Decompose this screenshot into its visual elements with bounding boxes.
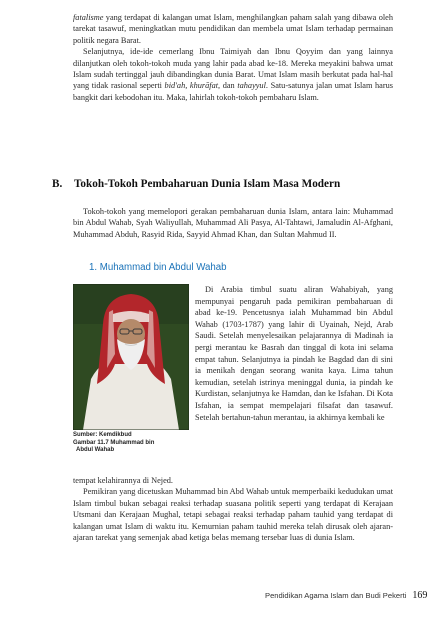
section-heading <box>52 178 412 190</box>
portrait-photo <box>73 284 189 430</box>
italic-term: bid'ah, khurāfat <box>164 81 219 91</box>
italic-term: fatalisme <box>73 13 104 22</box>
intro-paragraph-2: Selanjutnya, ide-ide cemerlang Ibnu Taimiyah dan Ibnu Qoyyim dan yang lainnya dilanjutkan oleh tokoh-tokoh muda yang lahir pada abad ke-18. Mereka meyakini bahwa umat Islam sudah tertinggal jauh dibandingkan dunia Barat. Umat Islam masih berkutat pada hal-hal yang tidak rasional seperti bid'ah, khurāfat, dan tahayyul. Satu-satunya jalan umat Islam harus bangkit dari kebodohan itu. Maka, lahirlah tokoh-tokoh pembaharu Islam. <box>73 47 394 102</box>
section-title: Tokoh-Tokoh Pembaharuan Dunia Islam Masa Modern <box>74 178 341 190</box>
intro-section <box>73 12 393 103</box>
tokoh-paragraph: Tokoh-tokoh yang memelopori gerakan pembaharuan dunia Islam, antara lain: Muhammad bin Abdul Wahab, Syah Waliyullah, Muhammad Ali Pasya, Al-Tahtawi, Jamaludin Al-Afghani, Muhammad Abduh, Rasyid Rida, Sayyid Ahmad Khan, dan Sultan Mahmud II. <box>73 207 393 239</box>
wahab-paragraph: Di Arabia timbul suatu aliran Wahabiyah, yang mempunyai pengaruh pada pemikiran pembaharuan di abad ke-19. Pencetusnya ialah Muhammad bin Abdul Wahab (1703-1787) yang lahir di Uyainah, Nejd, Arab Saudi. Setelah menyelesaikan pelajarannya di Madinah ia pergi merantau ke Basrah dan tinggal di kota ini selama empat tahun. Selanjutnya ia pindah ke Bagdad dan di sini ia menikah dengan seorang wanita kaya. Lima tahun kemudian, setelah istrinya meninggal dunia, ia pindah ke Kurdistan, selanjutnya ke Hamdan, dan ke Isfahan. Di Kota Isfahan, ia sempat mempelajari filsafat dan tasawuf. Setelah bertahun-tahun merantau, ia akhirnya kembali ke <box>195 285 393 422</box>
subsection-heading <box>89 262 227 273</box>
pemikiran-paragraph: Pemikiran yang dicetuskan Muhammad bin Abd Wahab untuk memperbaiki kedudukan umat Islam timbul bukan sebagai reaksi terhadap suasana politik seperti yang terdapat di Kerajaan Utsmani dan Kerajaan Mughal, tetapi sebagai reaksi terhadap paham tauhid yang terdapat di kalangan umat Islam di waktu itu. Kemurnian paham tauhid mereka telah dirusak oleh ajaran-ajaran tarekat yang semenjak abad ketiga belas memang tersebar luas di dunia Islam. <box>73 487 393 543</box>
page-number: 169 <box>412 590 428 601</box>
italic-term: tahayyul <box>237 81 266 91</box>
caption-source: Sumber: Kemdikbud <box>73 432 132 438</box>
section-letter: B. <box>52 178 63 190</box>
side-column <box>195 284 393 423</box>
caption-figure-number: Gambar 11.7 Muhammad bin <box>73 439 155 446</box>
intro-paragraph-1: fatalisme yang terdapat di kalangan umat Islam, menghilangkan paham salah yang dibawa oleh tarekat tasawuf, meningkatkan mutu pendidikan dan membela umat Islam terhadap permainan politik negara Barat. <box>73 13 393 45</box>
subsection-number: 1. <box>89 262 98 273</box>
portrait-illustration <box>73 284 189 430</box>
subsection-title: Muhammad bin Abdul Wahab <box>99 262 227 273</box>
figure-caption <box>73 432 193 455</box>
continuation-section <box>73 475 393 543</box>
tokoh-section <box>73 206 393 240</box>
caption-name: Abdul Wahab <box>76 447 115 454</box>
page-footer <box>265 590 428 601</box>
footer-book-title: Pendidikan Agama Islam dan Budi Pekerti <box>265 591 407 600</box>
continuation-line: tempat kelahirannya di Nejed. <box>73 476 173 485</box>
